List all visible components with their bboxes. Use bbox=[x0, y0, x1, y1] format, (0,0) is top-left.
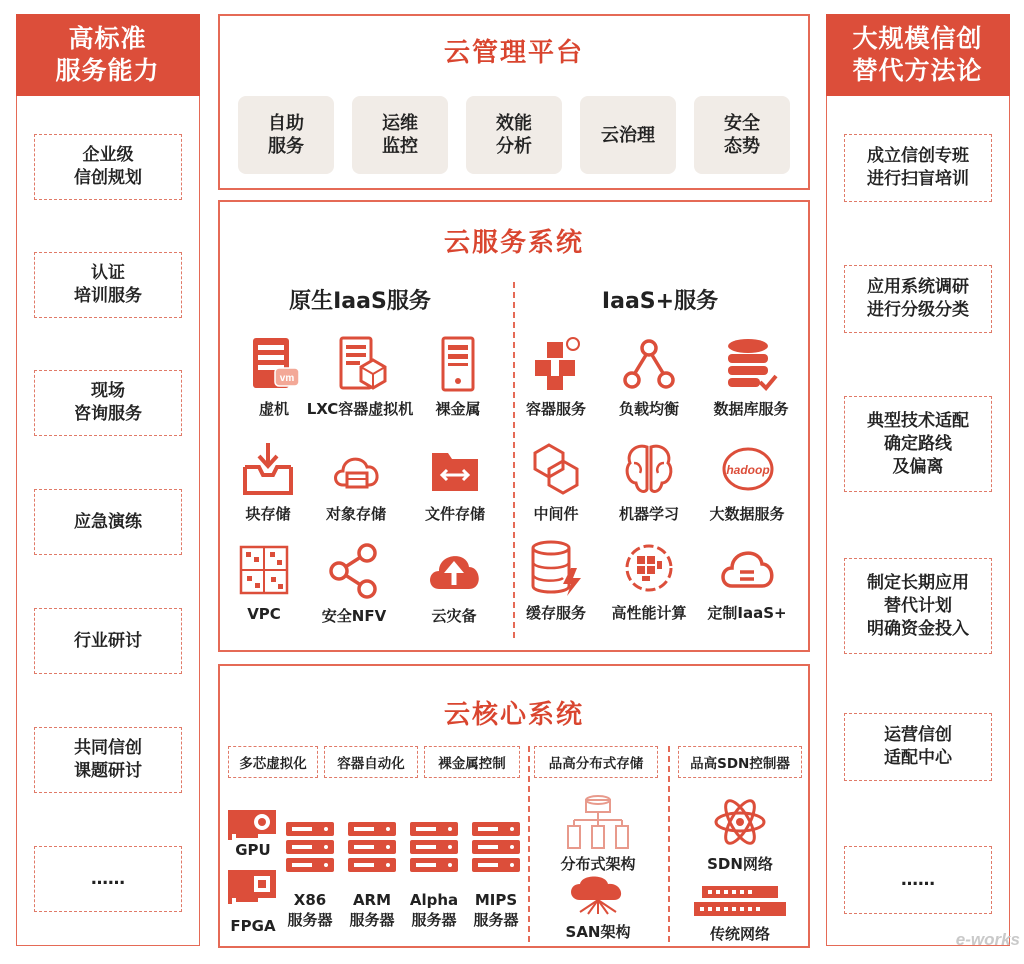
svc-cloud-disaster-recovery-label: 云灾备 bbox=[431, 607, 477, 625]
san-cloud-icon bbox=[566, 876, 630, 916]
gpu-card bbox=[226, 806, 280, 860]
svc-database bbox=[696, 336, 806, 432]
svc-hpc-label: 高性能计算 bbox=[611, 604, 687, 622]
container-cubes-icon bbox=[529, 336, 583, 392]
bare-metal-icon bbox=[431, 336, 485, 392]
svc-machine-learning-label: 机器学习 bbox=[618, 505, 679, 523]
fpga-label: FPGA bbox=[230, 917, 276, 935]
hpc-cube-icon bbox=[622, 540, 676, 596]
cache-database-icon bbox=[529, 540, 583, 596]
cloud-management-panel bbox=[218, 14, 810, 190]
svc-lxc-label: LXC容器虚拟机 bbox=[306, 400, 414, 418]
server-alpha bbox=[406, 820, 462, 936]
network-traditional bbox=[682, 884, 798, 946]
server-mips bbox=[468, 820, 524, 936]
eworks-watermark: e-works bbox=[955, 930, 1020, 949]
left-item-more: …… bbox=[34, 846, 182, 912]
left-item-onsite-consulting: 现场 咨询服务 bbox=[34, 370, 182, 436]
brain-icon bbox=[622, 441, 676, 497]
vm-server-icon bbox=[247, 336, 301, 392]
cloud-management-title: 云管理平台 bbox=[443, 38, 584, 68]
svc-load-balance-label: 负载均衡 bbox=[618, 400, 679, 418]
storage-distributed bbox=[540, 794, 656, 874]
left-item-enterprise-planning: 企业级 信创规划 bbox=[34, 134, 182, 200]
vm-badge-text: vm bbox=[279, 373, 295, 384]
mgmt-cloud-governance: 云治理 bbox=[580, 96, 676, 174]
file-storage-icon bbox=[428, 441, 482, 497]
svc-custom-iaas bbox=[692, 540, 802, 636]
network-traditional-label: 传统网络 bbox=[709, 925, 770, 943]
cloud-upload-icon bbox=[427, 543, 481, 599]
cloud-core-title: 云核心系统 bbox=[443, 700, 584, 730]
left-item-industry-seminar: 行业研讨 bbox=[34, 608, 182, 674]
gpu-label: GPU bbox=[235, 841, 271, 859]
atom-icon bbox=[712, 794, 768, 850]
distributed-storage-icon bbox=[566, 794, 630, 850]
tag-container-automation: 容器自动化 bbox=[324, 746, 418, 778]
server-x86-label: X86 服务器 bbox=[287, 891, 333, 929]
hadoop-badge-text: hadoop bbox=[726, 463, 770, 477]
svc-big-data-label: 大数据服务 bbox=[709, 505, 785, 523]
network-sdn bbox=[682, 794, 798, 874]
database-icon bbox=[724, 336, 778, 392]
right-column-title: 大规模信创 替代方法论 bbox=[826, 14, 1010, 96]
iaas-plus-title: IaaS+服务 bbox=[601, 289, 719, 314]
mgmt-self-service: 自助 服务 bbox=[238, 96, 334, 174]
svc-custom-iaas-label: 定制IaaS+ bbox=[707, 604, 787, 622]
svc-object-storage-label: 对象存储 bbox=[325, 505, 386, 523]
cloud-service-title: 云服务系统 bbox=[443, 228, 584, 258]
svc-security-nfv-label: 安全NFV bbox=[321, 607, 387, 625]
left-item-joint-research: 共同信创 课题研讨 bbox=[34, 727, 182, 793]
load-balance-icon bbox=[622, 336, 676, 392]
mgmt-efficiency-analysis: 效能 分析 bbox=[466, 96, 562, 174]
tag-distributed-storage: 品高分布式存储 bbox=[534, 746, 658, 778]
tag-sdn-controller: 品高SDN控制器 bbox=[678, 746, 802, 778]
svc-cloud-disaster-recovery bbox=[399, 543, 509, 639]
server-alpha-label: Alpha 服务器 bbox=[409, 891, 459, 929]
object-storage-icon bbox=[329, 441, 383, 497]
storage-san bbox=[540, 876, 656, 946]
custom-cloud-icon bbox=[720, 540, 774, 596]
left-item-emergency-drill: 应急演练 bbox=[34, 489, 182, 555]
right-item-tech-adaptation: 典型技术适配 确定路线 及偏离 bbox=[844, 396, 992, 492]
server-rack-icon bbox=[346, 820, 398, 876]
vpc-icon bbox=[237, 543, 291, 599]
storage-san-label: SAN架构 bbox=[565, 923, 631, 941]
native-iaas-title: 原生IaaS服务 bbox=[289, 289, 431, 314]
svc-database-label: 数据库服务 bbox=[713, 400, 789, 418]
right-item-special-team: 成立信创专班 进行扫盲培训 bbox=[844, 134, 992, 202]
server-arm bbox=[344, 820, 400, 936]
right-item-long-term-plan: 制定长期应用 替代计划 明确资金投入 bbox=[844, 558, 992, 654]
hadoop-icon bbox=[720, 441, 774, 497]
left-column bbox=[16, 14, 200, 946]
server-rack-icon bbox=[408, 820, 460, 876]
network-switch-icon bbox=[692, 884, 788, 920]
core-divider-right bbox=[668, 746, 670, 942]
server-arm-label: ARM 服务器 bbox=[349, 891, 395, 929]
tag-multi-core-virtualization: 多芯虚拟化 bbox=[228, 746, 318, 778]
middleware-icon bbox=[529, 441, 583, 497]
network-sdn-label: SDN网络 bbox=[707, 855, 773, 873]
server-mips-label: MIPS 服务器 bbox=[473, 891, 519, 929]
tag-bare-metal-control: 裸金属控制 bbox=[424, 746, 520, 778]
svc-block-storage-label: 块存储 bbox=[245, 505, 291, 523]
mgmt-monitoring: 运维 监控 bbox=[352, 96, 448, 174]
mgmt-security-posture: 安全 态势 bbox=[694, 96, 790, 174]
fpga-card bbox=[226, 866, 280, 936]
fpga-card-icon bbox=[228, 866, 280, 906]
right-item-system-survey: 应用系统调研 进行分级分类 bbox=[844, 265, 992, 333]
server-rack-icon bbox=[470, 820, 522, 876]
storage-distributed-label: 分布式架构 bbox=[560, 855, 636, 873]
lxc-container-icon bbox=[333, 336, 387, 392]
svc-big-data bbox=[692, 441, 802, 537]
svc-bare-metal-label: 裸金属 bbox=[435, 400, 481, 418]
right-item-more: …… bbox=[844, 846, 992, 914]
svc-container-label: 容器服务 bbox=[525, 400, 586, 418]
svc-vpc-label: VPC bbox=[247, 605, 281, 623]
svc-vm-label: 虚机 bbox=[258, 400, 289, 418]
left-column-title: 高标准 服务能力 bbox=[16, 14, 200, 96]
share-nodes-icon bbox=[327, 543, 381, 599]
svc-file-storage-label: 文件存储 bbox=[424, 505, 485, 523]
server-x86 bbox=[282, 820, 338, 936]
right-item-operation-center: 运营信创 适配中心 bbox=[844, 713, 992, 781]
left-item-certification-training: 认证 培训服务 bbox=[34, 252, 182, 318]
right-column bbox=[826, 14, 1010, 946]
server-rack-icon bbox=[284, 820, 336, 876]
gpu-card-icon bbox=[228, 806, 280, 842]
svc-cache-label: 缓存服务 bbox=[525, 604, 586, 622]
block-storage-icon bbox=[241, 441, 295, 497]
svc-middleware-label: 中间件 bbox=[533, 505, 579, 523]
